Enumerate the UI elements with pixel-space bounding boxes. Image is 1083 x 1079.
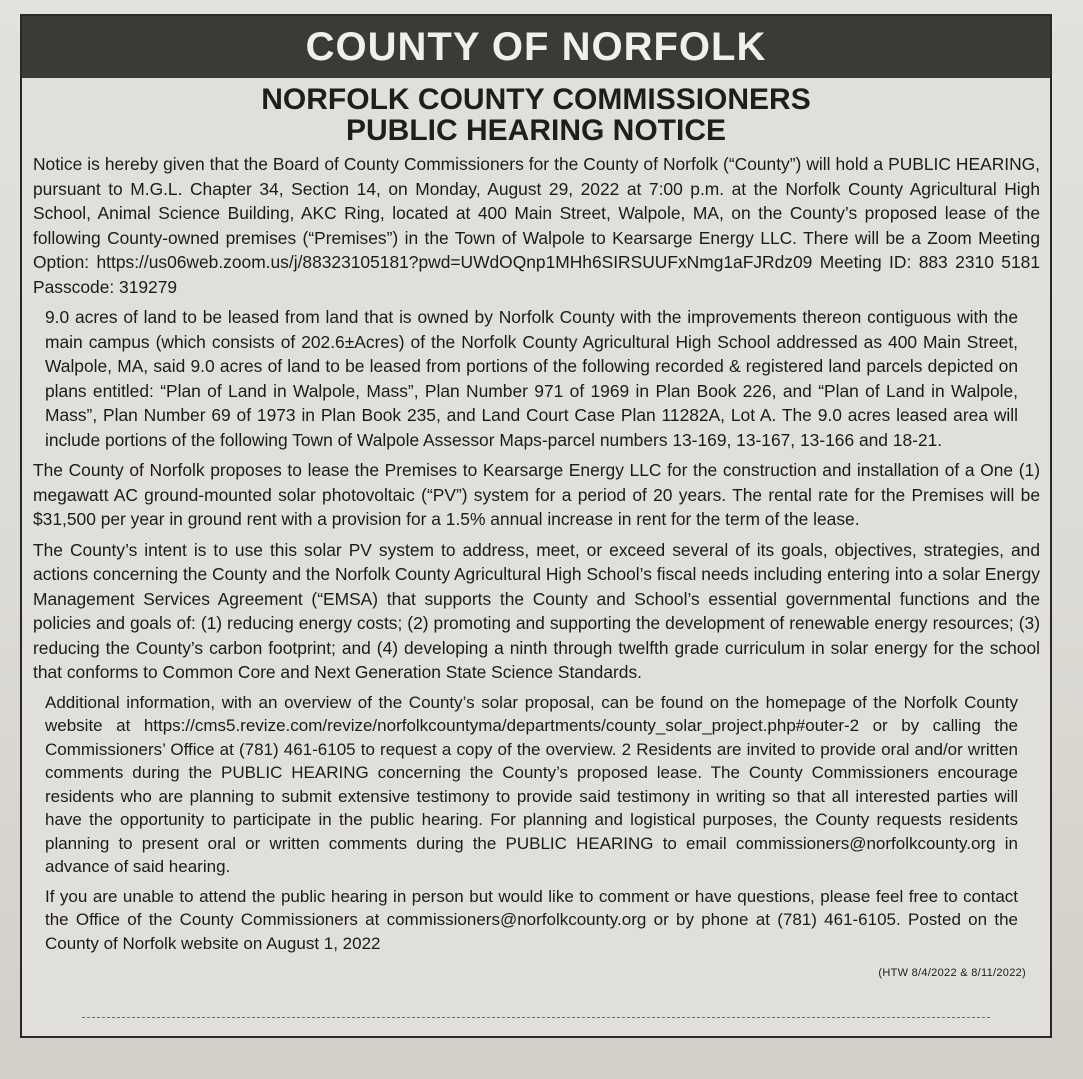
heading-commissioners: NORFOLK COUNTY COMMISSIONERS <box>261 83 811 116</box>
notice-body <box>22 146 1050 986</box>
masthead: COUNTY OF NORFOLK <box>22 16 1050 78</box>
paragraph-additional-info: Additional information, with an overview of the County’s solar proposal, can be found on the homepage of the Norfolk County website at https://cms5.revize.com/revize/norfolkcountyma/departments/county_solar_project.php#outer-2 or by calling the Commissioners’ Office at (781) 461-6105 to request a copy of the overview. 2 Residents are invited to provide oral and/or written comments during the PUBLIC HEARING concerning the County’s proposed lease. The County Commissioners encourage residents who are planning to submit extensive testimony to provide said testimony in writing so that all interested parties will have the opportunity to participate in the public hearing. For planning and logistical purposes, the County requests residents planning to present oral or written comments during the PUBLIC HEARING to email commissioners@norfolkcounty.org in advance of said hearing. <box>45 692 1018 876</box>
divider-line <box>82 1017 990 1018</box>
heading-hearing-notice: PUBLIC HEARING NOTICE <box>345 114 726 147</box>
paragraph-hearing-details: Notice is hereby given that the Board of County Commissioners for the County of Norfolk (“County”) will hold a PUBLIC HEARING, pursuant to M.G.L. Chapter 34, Section 14, on Monday, August 29, 2022 at 7:00 p.m. at the Norfolk County Agricultural High School, Animal Science Building, AKC Ring, located at 400 Main Street, Walpole, MA, on the County’s proposed lease of the following County-owned premises (“Premises”) in the Town of Walpole to Kearsarge Energy LLC. There will be a Zoom Meeting Option: https://us06web.zoom.us/j/88323105181?pwd=UWdOQnp1MHh6SIRSUUFxNmg1aFJRdz09 Meeting ID: 883 2310 5181 Passcode: 319279 <box>33 154 1040 297</box>
legal-notice <box>20 14 1052 1038</box>
notice-heading <box>22 84 1050 146</box>
publication-dates: (HTW 8/4/2022 & 8/11/2022) <box>878 967 1026 979</box>
paragraph-county-intent: The County’s intent is to use this solar PV system to address, meet, or exceed several of its goals, objectives, strategies, and actions concerning the County and the Norfolk County Agricultural High School’s fiscal needs including entering into a solar Energy Management Services Agreement (“EMSA) that supports the County and School’s essential governmental functions and the policies and goals of: (1) reducing energy costs; (2) promoting and supporting the development of renewable energy resources; (3) reducing the County’s carbon footprint; and (4) developing a ninth through twelfth grade curriculum in solar energy for the school that conforms to Common Core and Next Generation State Science Standards. <box>33 539 1040 682</box>
paragraph-lease-terms: The County of Norfolk proposes to lease the Premises to Kearsarge Energy LLC for the construction and installation of a One (1) megawatt AC ground-mounted solar photovoltaic (“PV”) system for a period of 20 years. The rental rate for the Premises will be $31,500 per year in ground rent with a provision for a 1.5% annual increase in rent for the term of the lease. <box>33 460 1040 529</box>
paragraph-land-description: 9.0 acres of land to be leased from land that is owned by Norfolk County with the improvements thereon contiguous with the main campus (which consists of 202.6±Acres) of the Norfolk County Agricultural High School addressed as 400 Main Street, Walpole, MA, said 9.0 acres of land to be leased from portions of the following recorded & registered land parcels depicted on plans entitled: “Plan of Land in Walpole, Mass”, Plan Number 971 of 1969 in Plan Book 226, and “Plan of Land in Walpole, Mass”, Plan Number 69 of 1973 in Plan Book 235, and Land Court Case Plan 11282A, Lot A. The 9.0 acres leased area will include portions of the following Town of Walpole Assessor Maps-parcel numbers 13-169, 13-167, 13-166 and 18-21. <box>45 307 1018 450</box>
paragraph-contact: If you are unable to attend the public hearing in person but would like to comment or have questions, please feel free to contact the Office of the County Commissioners at commissioners@norfolkcounty.org or by phone at (781) 461-6105. Posted on the County of Norfolk website on August 1, 2022 <box>45 886 1018 953</box>
